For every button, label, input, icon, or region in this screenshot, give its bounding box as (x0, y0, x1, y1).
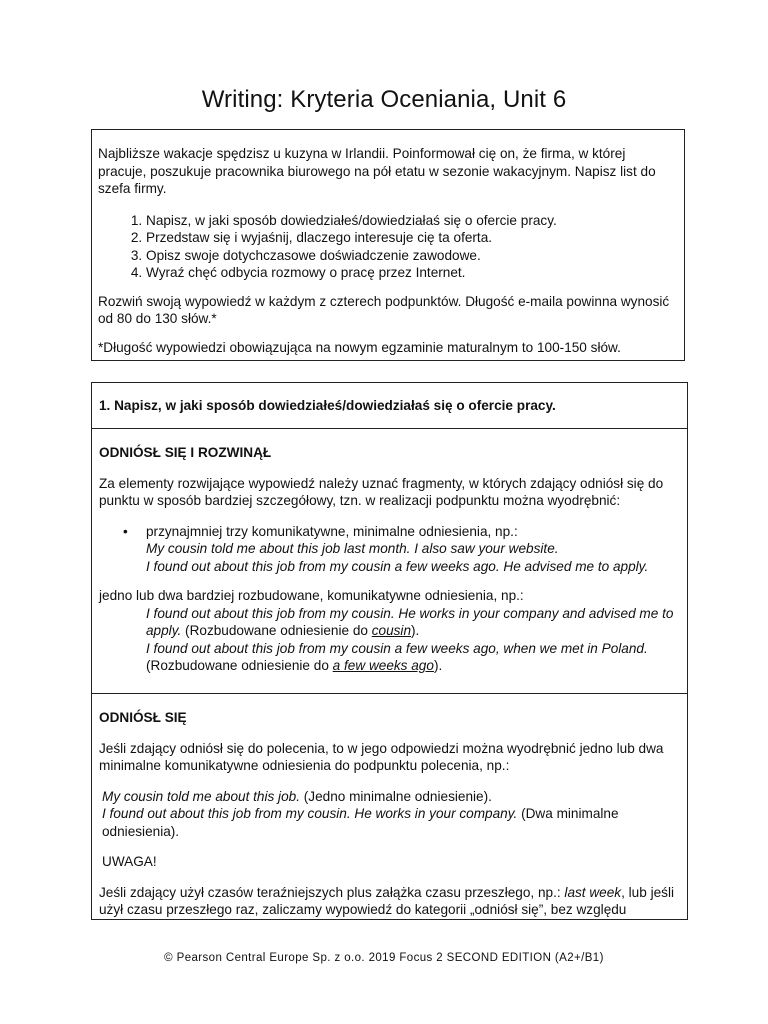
developed-alt: jedno lub dwa bardziej rozbudowane, komunikatywne odniesienia, np.: (99, 588, 524, 603)
developed-heading: ODNIÓSŁ SIĘ I ROZWINĄŁ (99, 445, 272, 460)
addressed-last-paragraph (99, 884, 679, 919)
page-footer: © Pearson Central Europe Sp. z o.o. 2019 Focus 2 SECOND EDITION (A2+/B1) (164, 952, 604, 964)
developed-bullet (99, 523, 679, 576)
developed-example-4-block (99, 640, 679, 675)
addressed-last-pre: Jeśli zdający użył czasów teraźniejszych plus załążka czasu przeszłego, np.: (99, 884, 565, 900)
bullet-icon: • (123, 523, 128, 539)
developed-example-4-note-underlined: a few weeks ago (332, 658, 434, 673)
addressed-example-2-note: (Dwa minimalne odniesienia). (102, 806, 619, 839)
developed-example-4-note-pre: (Rozbudowane odniesienie do (146, 658, 333, 673)
page-title: Writing: Kryteria Oceniania, Unit 6 (201, 86, 567, 113)
developed-example-3-note-post: ). (411, 623, 420, 638)
criteria-header: 1. Napisz, w jaki sposób dowiedziałeś/dowiedziałaś się o ofercie pracy. (92, 383, 687, 429)
addressed-example-2: I found out about this job from my cousin. He works in your company. (102, 806, 518, 821)
task-points-list (98, 212, 677, 282)
developed-example-1: My cousin told me about this job last month. I also saw your website. (146, 541, 559, 556)
addressed-examples (99, 788, 679, 841)
developed-desc: Za elementy rozwijające wypowiedź należy uznać fragmenty, w których zdający odniósł się do punktu w sposób bardziej szczegółowy, tzn. w realizacji podpunktu można wyodrębnić: (99, 475, 664, 508)
developed-example-3-note-pre: (Rozbudowane odniesienie do (185, 623, 372, 638)
task-note: *Długość wypowiedzi obowiązująca na nowym egzaminie maturalnym to 100-150 słów. (98, 339, 621, 355)
addressed-example-1: My cousin told me about this job. (102, 788, 300, 804)
addressed-example-1-note: (Jedno minimalne odniesienie). (299, 788, 492, 804)
developed-example-3-note-underlined: cousin (371, 623, 412, 638)
task-point-1: 1. Napisz, w jaki sposób dowiedziałeś/dowiedziałaś się o ofercie pracy. (146, 212, 677, 230)
developed-example-4-note-post: ). (433, 658, 443, 673)
criteria-table (91, 382, 688, 920)
addressed-warning: UWAGA! (102, 854, 157, 869)
addressed-desc: Jeśli zdający odniósł się do polecenia, to w jego odpowiedzi można wyodrębnić jedno lub dwa minimalne komunikatywne odniesienia do podpunktu polecenia, np.: (99, 740, 664, 773)
criteria-addressed-section (92, 694, 687, 919)
developed-bullet-text: przynajmniej trzy komunikatywne, minimalne odniesienia, np.: (146, 523, 518, 539)
task-box (91, 129, 685, 361)
task-point-2: 2. Przedstaw się i wyjaśnij, dlaczego interesuje cię ta oferta. (146, 229, 677, 247)
task-intro: Najbliższe wakacje spędzisz u kuzyna w Irlandii. Poinformował cię on, że firma, w której pracuje, poszukuje pracownika biurowego na pół etatu w sezonie wakacyjnym. Napisz list do szefa firmy. (98, 146, 656, 196)
addressed-last-italic: last week (564, 884, 622, 900)
developed-example-2: I found out about this job from my cousin a few weeks ago. He advised me to apply. (146, 558, 649, 574)
addressed-last-post: , lub jeśli użył czasu przeszłego raz, zaliczamy wypowiedź do kategorii „odniósł się”, bez względu (99, 884, 674, 917)
task-point-4: 4. Wyraź chęć odbycia rozmowy o pracę przez Internet. (146, 264, 677, 282)
developed-example-3-block (99, 605, 679, 640)
criteria-developed-section (92, 429, 687, 694)
task-point-3: 3. Opisz swoje dotychczasowe doświadczenie zawodowe. (146, 247, 677, 265)
developed-example-4: I found out about this job from my cousin a few weeks ago, when we met in Poland. (146, 640, 648, 656)
addressed-heading: ODNIÓSŁ SIĘ (99, 710, 187, 725)
task-instruction: Rozwiń swoją wypowiedź w każdym z czterech podpunktów. Długość e-maila powinna wynosić od 80 do 130 słów.* (98, 293, 670, 326)
developed-example-3: I found out about this job from my cousin. He works in your company and advised me to apply. (146, 605, 674, 638)
